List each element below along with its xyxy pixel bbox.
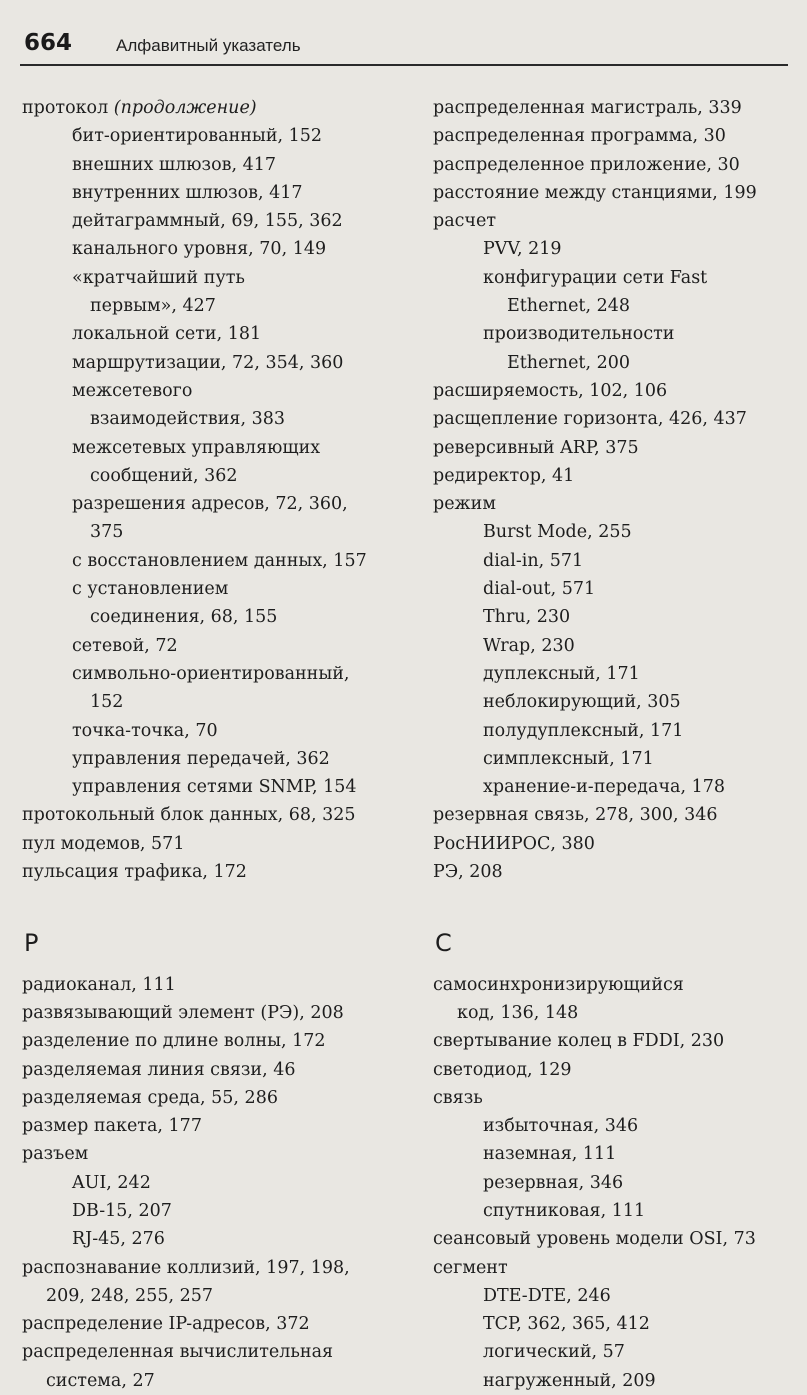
index-entry-text: свертывание колец в FDDI, 230 [433,1031,725,1052]
index-entry-text: распределенная магистраль, 339 [433,98,742,118]
index-entry [433,1169,807,1197]
index-entry [433,971,807,999]
index-entry-text: внутренних шлюзов, 417 [72,182,303,203]
index-entry-text: локальной сети, 181 [72,324,262,345]
section-letter: Р [24,928,39,957]
index-entry [433,518,807,546]
index-entry-text: пул модемов, 571 [22,833,185,854]
index-entry [433,1027,807,1055]
index-entry [433,462,807,490]
index-entry-text: межсетевых управляющих [72,437,321,458]
index-entry [22,94,402,122]
index-entry [433,151,807,179]
index-entry-text: с восстановлением данных, 157 [72,550,367,571]
index-entry-text: Burst Mode, 255 [483,522,632,543]
index-entry-text: первым», 427 [90,296,216,317]
index-entry [22,292,402,320]
index-entry [22,1367,402,1395]
index-entry [22,1282,402,1310]
index-entry [22,801,402,829]
index-entry-text: расчет [433,211,497,232]
index-entry [22,434,402,462]
index-entry [22,1169,402,1197]
index-entry [433,773,807,801]
index-entry [433,830,807,858]
index-entry [433,1225,807,1253]
index-entry [433,1056,807,1084]
index-entry-text: сегмент [433,1257,508,1278]
index-entry [433,1310,807,1338]
index-entry-text: PVV, 219 [483,239,562,260]
index-entry-text: РосНИИРОС, 380 [433,833,595,854]
page-number: 664 [24,30,73,56]
index-entry [433,858,807,886]
index-entry-text: расстояние между станциями, 199 [433,182,757,203]
index-entry [22,1310,402,1338]
index-entry-text: распределенное приложение, 30 [433,154,740,175]
index-entry [22,660,402,688]
index-entry-text: сеансовый уровень модели OSI, 73 [433,1229,756,1250]
index-entry [433,405,807,433]
index-entry-text: развязывающий элемент (РЭ), 208 [22,1002,344,1023]
index-entry [22,603,402,631]
index-entry [22,1084,402,1112]
index-entry [433,1254,807,1282]
index-entry [22,320,402,348]
index-entry [433,1112,807,1140]
index-entry-text: AUI, 242 [72,1172,151,1193]
index-entry [433,1338,807,1366]
index-entry [22,151,402,179]
index-entry-text: внешних шлюзов, 417 [72,154,276,175]
index-entry [22,377,402,405]
index-entry [22,179,402,207]
index-entry-text: дейтаграммный, 69, 155, 362 [72,211,343,232]
index-entry-text: реверсивный ARP, 375 [433,437,639,458]
index-column-left [22,94,402,1395]
index-column-right [433,94,807,1395]
index-entry-text: «кратчайший путь [72,267,245,288]
index-entry-text: наземная, 111 [483,1144,617,1165]
index-entry [22,1112,402,1140]
index-entry [22,207,402,235]
index-entry-text: распределение IP-адресов, 372 [22,1314,310,1335]
index-entry-text: разъем [22,1144,89,1165]
index-entry [22,490,402,518]
index-entry [22,858,402,886]
index-entry [433,179,807,207]
index-entry-text: редиректор, 41 [433,465,575,486]
index-entry [22,999,402,1027]
index-entry-text: бит-ориентированный, 152 [72,126,323,147]
index-entry-text: система, 27 [46,1370,155,1391]
index-entry-text: протокол [22,98,109,118]
index-entry [433,547,807,575]
index-entry-text: хранение-и-передача, 178 [483,777,726,798]
index-entry-text: нагруженный, 209 [483,1370,656,1391]
index-entry-text: 375 [90,522,124,543]
index-entry-text: RJ-45, 276 [72,1229,165,1250]
index-entry-text: распределенная программа, 30 [433,126,726,147]
section-letter: С [435,928,452,957]
index-entry-text: dial-out, 571 [483,579,596,600]
index-entry [22,1338,402,1366]
index-entry [22,830,402,858]
index-entry-text: избыточная, 346 [483,1116,639,1137]
index-entry-text: расщепление горизонта, 426, 437 [433,409,747,430]
index-entry-text: резервная, 346 [483,1172,624,1193]
index-entry [433,349,807,377]
index-entry [433,94,807,122]
index-entry-text: сообщений, 362 [90,465,238,486]
index-entry [22,122,402,150]
index-entry [22,1027,402,1055]
index-entry-text: распознавание коллизий, 197, 198, [22,1257,350,1278]
index-entry [433,660,807,688]
index-entry-text: разделяемая среда, 55, 286 [22,1087,278,1108]
index-entry [433,632,807,660]
index-entry [433,1367,807,1395]
index-entry-text: связь [433,1087,483,1108]
section-gap [433,886,807,914]
index-entry-text: Ethernet, 200 [507,352,630,373]
index-entry-text: Thru, 230 [483,607,571,628]
index-entry [22,745,402,773]
page-header [20,28,788,66]
index-entry-text: взаимодействия, 383 [90,409,286,430]
index-entry-text: 209, 248, 255, 257 [46,1285,213,1306]
index-entry [22,405,402,433]
index-entry [433,1084,807,1112]
index-entry-text: радиоканал, 111 [22,974,176,995]
index-entry-text: Ethernet, 248 [507,296,630,317]
index-entry [433,122,807,150]
index-entry [433,745,807,773]
index-entry-text: расширяемость, 102, 106 [433,380,668,401]
index-entry-text: разделяемая линия связи, 46 [22,1059,296,1080]
index-entry-text: разрешения адресов, 72, 360, [72,494,348,515]
index-entry-text: светодиод, 129 [433,1059,572,1080]
index-entry [22,235,402,263]
index-entry-text: точка-точка, 70 [72,720,218,741]
index-entry-text: неблокирующий, 305 [483,692,681,713]
index-entry-text: разделение по длине волны, 172 [22,1031,326,1052]
index-entry-text: Wrap, 230 [483,635,575,656]
index-entry [22,1225,402,1253]
index-entry-text: пульсация трафика, 172 [22,862,247,883]
index-entry-text: распределенная вычислительная [22,1342,334,1363]
index-entry-text: резервная связь, 278, 300, 346 [433,805,718,826]
index-entry-text: спутниковая, 111 [483,1200,646,1221]
index-entry [433,717,807,745]
index-entry [433,603,807,631]
index-entry [22,518,402,546]
index-entry [22,773,402,801]
index-entry [22,349,402,377]
index-entry [433,264,807,292]
index-entry-text: соединения, 68, 155 [90,607,278,628]
index-entry-text: сетевой, 72 [72,635,178,656]
index-entry [22,547,402,575]
index-entry [433,688,807,716]
index-entry [22,971,402,999]
index-entry [433,1282,807,1310]
index-entry [433,320,807,348]
index-entry [22,688,402,716]
continuation-note: (продолжение) [113,98,257,118]
index-entry-text: конфигурации сети Fast [483,267,708,288]
index-entry [22,462,402,490]
index-entry-text: управления сетями SNMP, 154 [72,777,357,798]
index-entry [22,575,402,603]
index-entry-text: дуплексный, 171 [483,663,640,684]
index-entry-text: TCP, 362, 365, 412 [483,1314,650,1335]
index-entry [433,1140,807,1168]
index-entry [22,264,402,292]
index-entry-text: управления передачей, 362 [72,748,330,769]
index-entry-text: dial-in, 571 [483,550,584,571]
index-entry-text: DTE-DTE, 246 [483,1285,611,1306]
index-entry-text: с установлением [72,579,229,600]
index-entry [433,490,807,518]
index-entry [22,1254,402,1282]
index-entry-text: межсетевого [72,380,193,401]
index-entry [433,801,807,829]
index-entry [22,1197,402,1225]
index-entry-text: полудуплексный, 171 [483,720,684,741]
index-entry-text: маршрутизации, 72, 354, 360 [72,352,344,373]
index-entry-text: самосинхронизирующийся [433,974,684,995]
index-entry [433,377,807,405]
index-entry-text: симплексный, 171 [483,748,654,769]
index-entry [433,999,807,1027]
index-entry [22,717,402,745]
index-entry-text: 152 [90,692,124,713]
index-entry [433,207,807,235]
index-entry-text: режим [433,494,496,515]
index-entry-text: DB-15, 207 [72,1200,172,1221]
index-entry [433,1197,807,1225]
index-entry-text: протокольный блок данных, 68, 325 [22,805,356,826]
index-entry-text: логический, 57 [483,1342,625,1363]
index-entry [22,1056,402,1084]
index-entry-text: канального уровня, 70, 149 [72,239,327,260]
index-entry [22,1140,402,1168]
running-title: Алфавитный указатель [116,36,301,55]
index-entry [433,292,807,320]
index-entry-text: РЭ, 208 [433,862,503,883]
index-entry [433,434,807,462]
index-entry-text: производительности [483,324,675,345]
index-entry [22,632,402,660]
index-entry [433,235,807,263]
section-gap [22,886,402,914]
index-entry-text: символьно-ориентированный, [72,663,350,684]
index-entry-text: размер пакета, 177 [22,1116,202,1137]
index-entry-text: код, 136, 148 [457,1002,579,1023]
index-entry [433,575,807,603]
